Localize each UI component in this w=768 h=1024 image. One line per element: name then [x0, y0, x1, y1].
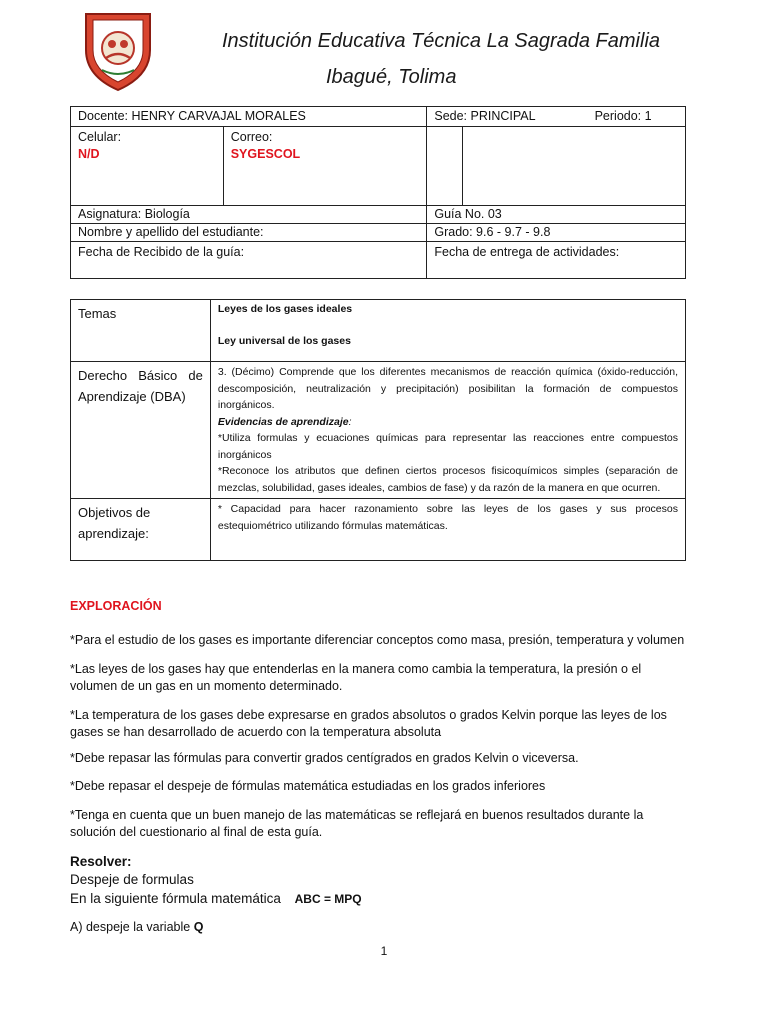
resolver-title: Resolver: — [70, 854, 132, 869]
tema-1: Leyes de los gases ideales — [217, 303, 353, 315]
exploracion-title: EXPLORACIÓN — [70, 599, 162, 613]
evidencias-label: Evidencias de aprendizaje: — [217, 415, 352, 428]
temas-content — [210, 300, 685, 362]
correo-cell — [223, 127, 427, 206]
resolver-line1: Despeje de formulas — [70, 872, 194, 887]
question-a — [70, 919, 686, 936]
correo-label: Correo: — [230, 130, 273, 144]
fecha-entrega-cell: Fecha de entrega de actividades: — [427, 242, 686, 279]
temas-label: Temas — [71, 300, 211, 362]
periodo-text: Periodo: 1 — [594, 109, 652, 123]
learning-plan-table — [70, 299, 686, 561]
celular-label: Celular: — [78, 130, 122, 144]
celular-value: N/D — [78, 147, 100, 161]
asignatura-cell: Asignatura: Biología — [71, 206, 427, 224]
docente-cell: Docente: HENRY CARVAJAL MORALES — [71, 107, 427, 127]
formula: ABC = MPQ — [294, 892, 362, 906]
correo-value: SYGESCOL — [230, 147, 301, 161]
page-number: 1 — [380, 944, 388, 958]
city-subtitle: Ibagué, Tolima — [326, 66, 457, 88]
fecha-recibido-cell: Fecha de Recibido de la guía: — [71, 242, 427, 279]
nombre-cell: Nombre y apellido del estudiante: — [71, 224, 427, 242]
institution-title: Institución Educativa Técnica La Sagrada Familia — [222, 30, 661, 52]
exploracion-p3: *La temperatura de los gases debe expresarse en grados absolutos o grados Kelvin porque las leyes de los gases se han desarrollado de acuerdo con la temperatura absoluta — [70, 708, 667, 739]
exploracion-p5: *Debe repasar el despeje de fórmulas matemática estudiadas en los grados inferiores — [70, 779, 546, 793]
dba-text: 3. (Décimo) Comprende que los diferentes mecanismos de reacción química (óxido-reducción, descomposición, neutralización y precipitación) posibilitan la formación de compuestos inorgánicos. — [217, 366, 678, 411]
sede-periodo-cell — [427, 107, 686, 127]
exploracion-p6: *Tenga en cuenta que un buen manejo de las matemáticas se reflejará en buenos resultados durante la solución del cuestionario al final de esta guía. — [70, 808, 644, 839]
resolver-line2 — [70, 890, 686, 908]
exploracion-p2: *Las leyes de los gases hay que entenderlas en la manera como cambia la temperatura, la presión o el volumen de un gas en un momento determinado. — [70, 662, 642, 693]
teacher-info-table — [70, 106, 686, 279]
guia-cell: Guía No. 03 — [427, 206, 686, 224]
dba-content — [210, 362, 685, 499]
exploracion-p1: *Para el estudio de los gases es importante diferenciar conceptos como masa, presión, temperatura y volumen — [70, 633, 685, 647]
exploracion-p4: *Debe repasar las fórmulas para convertir grados centígrados en grados Kelvin o viceversa. — [70, 751, 579, 765]
dba-label: Derecho Básico de Aprendizaje (DBA) — [71, 362, 211, 499]
question-a-variable: Q — [193, 920, 204, 934]
tema-2: Ley universal de los gases — [217, 334, 351, 347]
empty-cell — [427, 127, 686, 206]
celular-cell — [71, 127, 224, 206]
evidencia-1: *Utiliza formulas y ecuaciones químicas para representar las reacciones entre compuestos inorgánicos — [217, 432, 678, 461]
objetivos-label: Objetivos de aprendizaje: — [71, 499, 211, 561]
evidencia-2: *Reconoce los atributos que definen ciertos procesos fisicoquímicos simples (separación de mezclas, solubilidad, gases ideales, cambios de fase) y da razón de la manera en que ocurren. — [217, 465, 678, 494]
sede-text: Sede: PRINCIPAL — [434, 109, 536, 123]
formula-intro: En la siguiente fórmula matemática — [70, 891, 281, 906]
grado-cell: Grado: 9.6 - 9.7 - 9.8 — [427, 224, 686, 242]
objetivos-content: * Capacidad para hacer razonamiento sobre las leyes de los gases y sus procesos estequiométrico utilizando fórmulas matemáticas. — [210, 499, 685, 561]
institution-crest-logo — [82, 10, 154, 92]
question-a-text: A) despeje la variable — [70, 920, 191, 934]
